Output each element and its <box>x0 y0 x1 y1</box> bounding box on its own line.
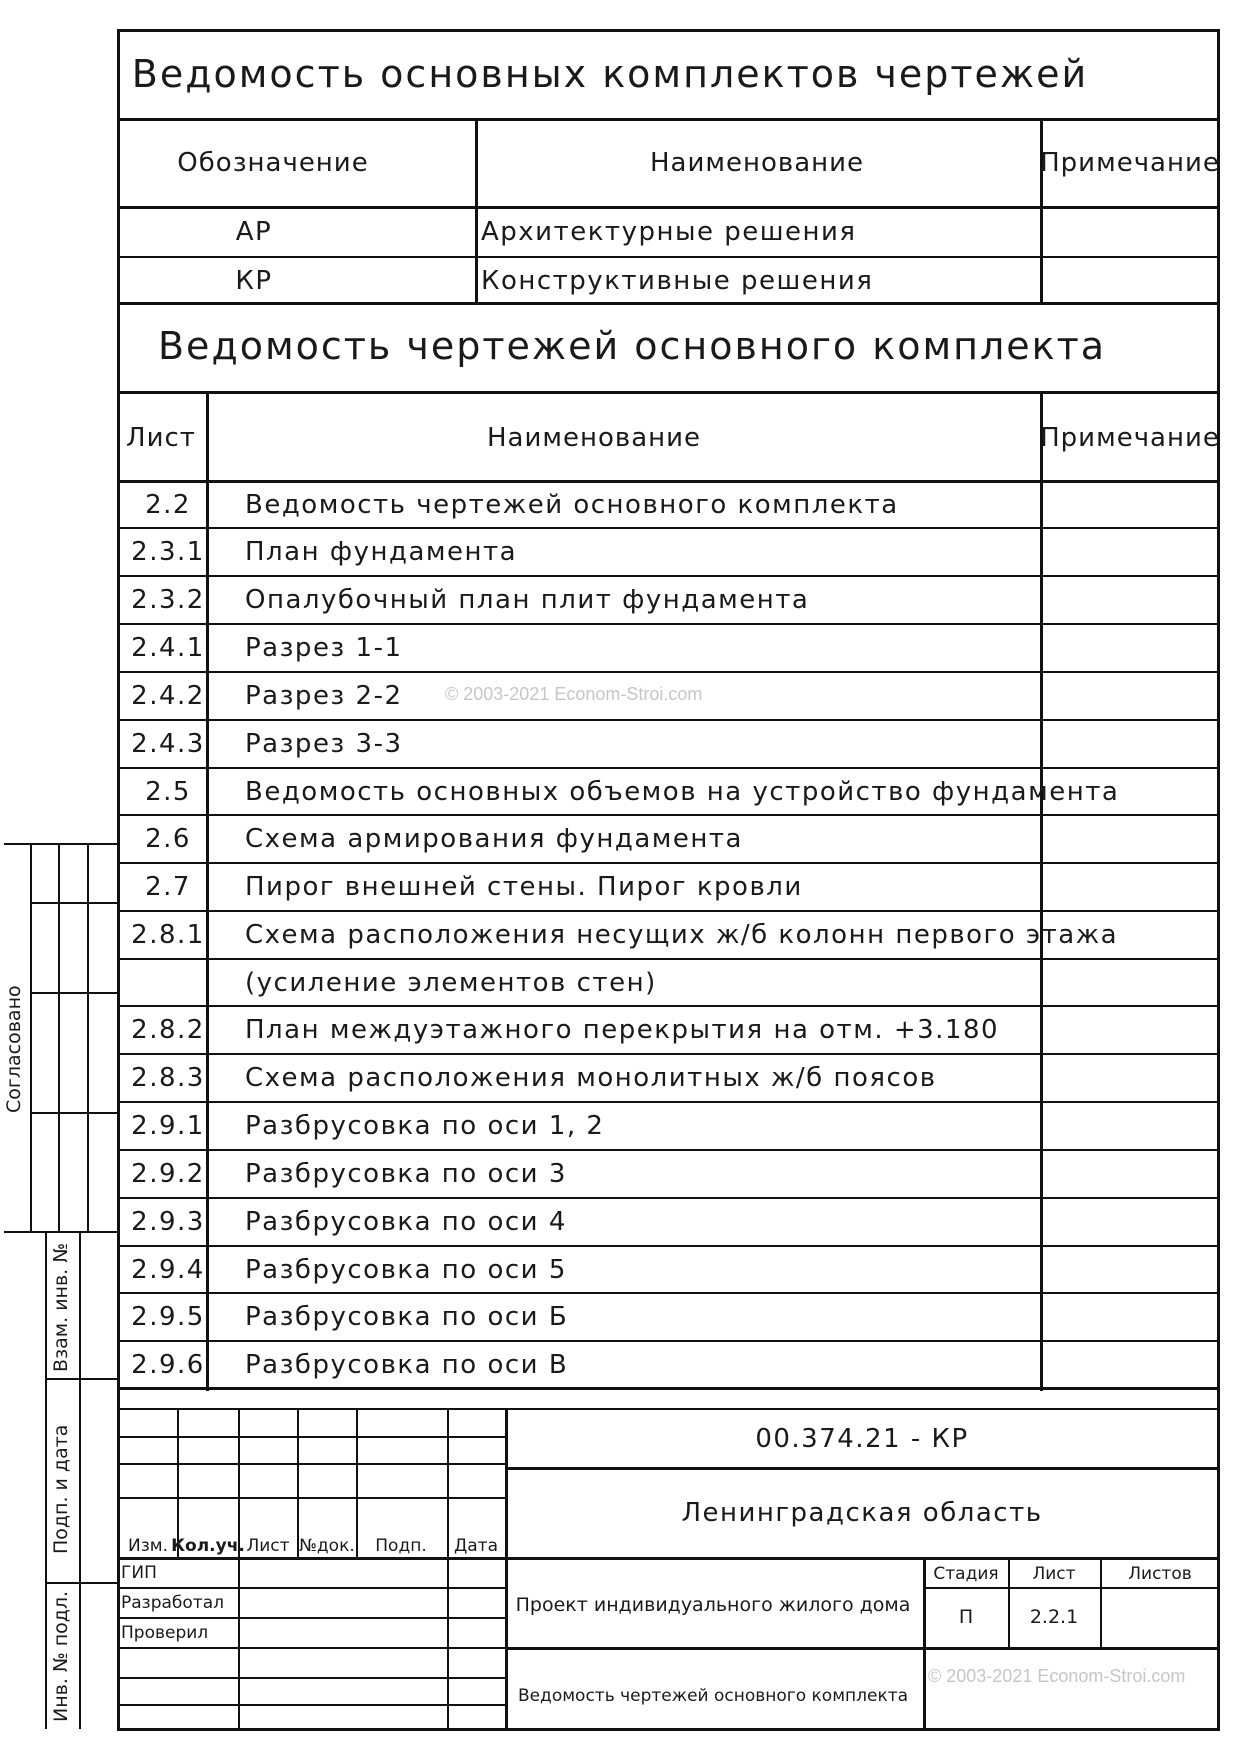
drawing-row-name: Разбрусовка по оси 4 <box>245 1207 567 1237</box>
col-podp: Подп. <box>375 1536 427 1556</box>
drawing-row-sheet: 2.7 <box>145 872 191 902</box>
drawing-row-sheet: 2.9.3 <box>131 1207 205 1237</box>
drawing-row-sheet: 2.4.3 <box>131 729 205 759</box>
drawing-row-sheet: 2.4.1 <box>131 633 205 663</box>
drawing-row-name: Разбрусовка по оси 1, 2 <box>245 1111 605 1141</box>
kits-row-name: Конструктивные решения <box>481 266 874 296</box>
drawing-row-sheet: 2.9.2 <box>131 1159 205 1189</box>
kits-header-name: Наименование <box>649 148 865 178</box>
col-ndoc: №док. <box>299 1536 355 1556</box>
drawing-row-sheet: 2.9.5 <box>131 1302 205 1332</box>
inv-orig-label: Инв. № подл. <box>50 1590 72 1722</box>
drawing-row-name: Схема расположения несущих ж/б колонн первого этажа <box>245 920 1119 950</box>
drawing-row-sheet: 2.8.3 <box>131 1063 205 1093</box>
sheets-label: Листов <box>1128 1564 1192 1584</box>
agreed-label: Согласовано <box>3 985 25 1113</box>
kits-row-code: АР <box>235 217 273 247</box>
kits-row-code: КР <box>235 266 273 296</box>
sheet-label: Лист <box>1032 1564 1076 1584</box>
drawing-row-sheet: 2.8.2 <box>131 1015 205 1045</box>
drawing-row-name: Разбрусовка по оси Б <box>245 1302 569 1332</box>
drawing-row-sheet: 2.8.1 <box>131 920 205 950</box>
drawing-row-name: Разбрусовка по оси В <box>245 1350 569 1380</box>
drawing-row-name: Ведомость основных объемов на устройство фундамента <box>245 777 1120 807</box>
drawing-row-sheet: 2.9.1 <box>131 1111 205 1141</box>
drawings-title: Ведомость чертежей основного комплекта <box>157 324 1107 368</box>
role-check: Проверил <box>121 1623 209 1643</box>
document-code: 00.374.21 - КР <box>755 1424 969 1454</box>
kits-title: Ведомость основных комплектов чертежей <box>131 52 1089 96</box>
drawing-row-sheet: 2.3.2 <box>131 585 205 615</box>
col-izm: Изм. <box>128 1536 168 1556</box>
drawing-row-name: Опалубочный план плит фундамента <box>245 585 810 615</box>
drawing-row-sheet: 2.3.1 <box>131 537 205 567</box>
drawing-row-name: Разрез 2-2 <box>245 681 403 711</box>
drawing-row-name: Ведомость чертежей основного комплекта <box>245 490 899 520</box>
drawing-row-name: Разрез 3-3 <box>245 729 403 759</box>
drawing-row-name: Схема расположения монолитных ж/б поясов <box>245 1063 937 1093</box>
stage-value: П <box>958 1606 974 1628</box>
stage-label: Стадия <box>933 1564 999 1584</box>
drawing-row-sheet: 2.9.6 <box>131 1350 205 1380</box>
role-gip: ГИП <box>121 1563 157 1583</box>
watermark: © 2003-2021 Econom-Stroi.com <box>445 684 703 704</box>
sheet-value: 2.2.1 <box>1029 1606 1079 1628</box>
drawing-row-name: План фундамента <box>245 537 518 567</box>
sign-date-label: Подп. и дата <box>50 1424 72 1554</box>
col-kol: Кол.уч. <box>171 1536 245 1556</box>
drawing-row-sheet: 2.4.2 <box>131 681 205 711</box>
drawing-row-name: (усиление элементов стен) <box>245 968 657 998</box>
drawing-row-sheet: 2.9.4 <box>131 1255 205 1285</box>
drawing-row-name: Пирог внешней стены. Пирог кровли <box>245 872 803 902</box>
drawing-row-sheet: 2.5 <box>145 777 191 807</box>
drawing-row-name: План междуэтажного перекрытия на отм. +3.180 <box>245 1015 1000 1045</box>
drawing-row-name: Схема армирования фундамента <box>245 824 743 854</box>
watermark: © 2003-2021 Econom-Stroi.com <box>928 1666 1186 1686</box>
col-data: Дата <box>453 1536 499 1556</box>
role-dev: Разработал <box>121 1593 224 1613</box>
drawing-row-sheet: 2.2 <box>145 490 191 520</box>
drawings-header-note: Примечание <box>1040 423 1220 453</box>
drawings-header-name: Наименование <box>486 423 702 453</box>
drawing-row-name: Разбрусовка по оси 3 <box>245 1159 567 1189</box>
kits-header-code: Обозначение <box>177 148 369 178</box>
kits-header-note: Примечание <box>1040 148 1220 178</box>
project-name: Проект индивидуального жилого дома <box>515 1594 911 1616</box>
drawing-row-name: Разбрусовка по оси 5 <box>245 1255 567 1285</box>
kits-row-name: Архитектурные решения <box>481 217 857 247</box>
drawings-header-sheet: Лист <box>126 423 196 453</box>
replace-inv-label: Взам. инв. № <box>50 1242 72 1372</box>
drawing-row-sheet: 2.6 <box>145 824 191 854</box>
sheet-title: Ведомость чертежей основного комплекта <box>517 1686 909 1706</box>
region-name: Ленинградская область <box>681 1498 1043 1528</box>
col-list: Лист <box>246 1536 290 1556</box>
drawing-row-name: Разрез 1-1 <box>245 633 403 663</box>
